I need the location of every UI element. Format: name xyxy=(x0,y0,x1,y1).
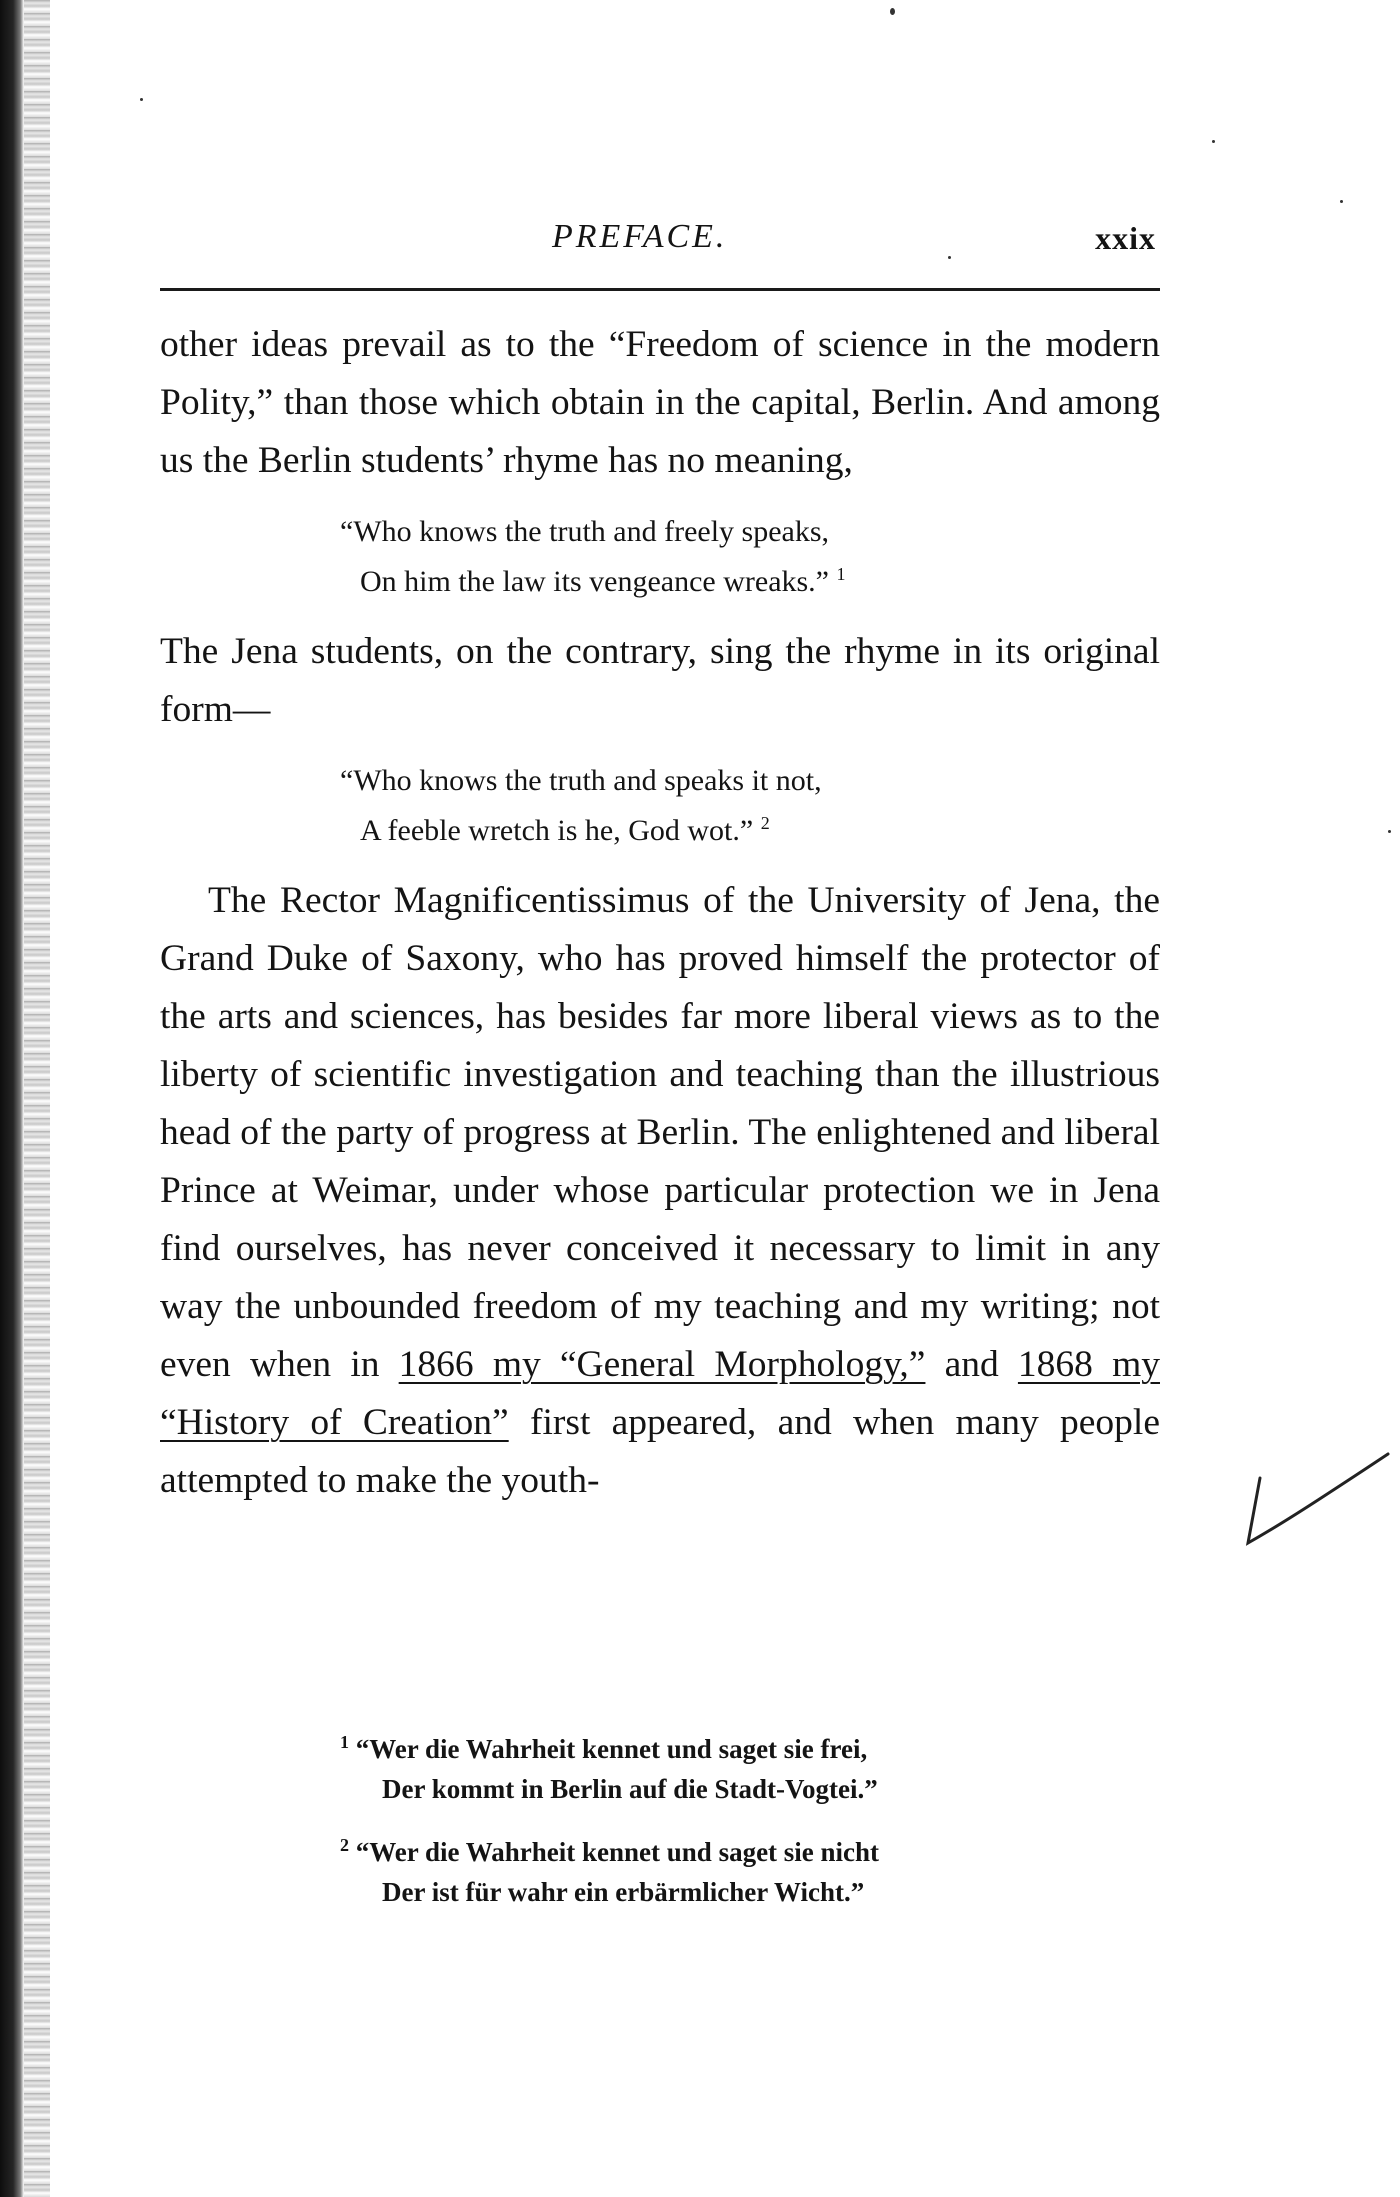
paper-speck xyxy=(140,98,143,101)
paragraph-3-text: first appeared, and when many people attempted to make the youth- xyxy=(160,1402,1160,1501)
footnote-line: Der ist für wahr ein erbärmlicher Wicht.” xyxy=(382,1877,865,1907)
footnote-marker: 1 xyxy=(340,1732,349,1752)
handwritten-check-mark xyxy=(1238,1448,1398,1558)
footnote-1 xyxy=(340,1722,1120,1809)
paragraph-2: The Jena students, on the contrary, sing the rhyme in its original form— xyxy=(160,631,1160,730)
verse-line xyxy=(340,802,1160,852)
paragraph-3-text: The Rector Magnificentissimus of the University of Jena, the Grand Duke of Saxony, who has proved himself the protector of the arts and sciences, has besides far more liberal views as to the liberty of scientific investigation and teaching than the illustrious head of the party of progress at Berlin. The enlightened and liberal Prince at Weimar, under whose particular protection we in Jena find ourselves, has never conceived it necessary to limit in any way the unbounded freedom of my teaching and my writing; not even when in xyxy=(160,880,1160,1385)
paper-speck xyxy=(1388,830,1391,833)
verse-line: “Who knows the truth and speaks it not, xyxy=(340,764,822,797)
verse-line-text: On him the law its vengeance wreaks.” xyxy=(360,565,829,598)
running-title: PREFACE. xyxy=(552,218,728,255)
verse-line: “Who knows the truth and freely speaks, xyxy=(340,515,830,548)
page-number: xxix xyxy=(1095,220,1156,256)
paper-speck xyxy=(1212,140,1215,143)
running-header xyxy=(160,218,1160,268)
footnote-ref-2: 2 xyxy=(760,813,770,833)
paper-speck xyxy=(890,8,895,15)
footnote-marker: 2 xyxy=(340,1835,349,1855)
body-text xyxy=(160,316,1160,1510)
verse-line xyxy=(340,553,1160,603)
paragraph-3-text: and xyxy=(944,1344,999,1385)
footnote-ref-1: 1 xyxy=(836,564,846,584)
paper-speck xyxy=(1340,200,1343,203)
footnote-text: “Wer die Wahrheit kennet und saget sie frei, xyxy=(355,1734,868,1764)
header-rule xyxy=(160,288,1160,291)
page-edge-texture xyxy=(24,0,50,2197)
paragraph-1: other ideas prevail as to the “Freedom of science in the modern Polity,” than those which obtain in the capital, Berlin. And among us the Berlin students’ rhyme has no meaning, xyxy=(160,324,1160,481)
paragraph-3 xyxy=(160,872,1160,1510)
footnote-2 xyxy=(340,1825,1120,1912)
footnote-line xyxy=(340,1825,1120,1872)
footnote-text: “Wer die Wahrheit kennet und saget sie nicht xyxy=(355,1837,880,1867)
verse-berlin-rhyme xyxy=(340,510,1160,603)
verse-line-text: A feeble wretch is he, God wot.” xyxy=(360,814,754,847)
footnotes xyxy=(340,1722,1120,1928)
verse-jena-rhyme xyxy=(340,759,1160,852)
underlined-history-of-creation: 1868 my “History of Creation” xyxy=(160,1344,1160,1443)
footnote-line xyxy=(340,1722,1120,1769)
underlined-general-morphology: 1866 my “General Morphology,” xyxy=(398,1344,926,1385)
book-spine-shadow xyxy=(0,0,24,2197)
footnote-line: Der kommt in Berlin auf die Stadt-Vogtei.” xyxy=(382,1774,878,1804)
